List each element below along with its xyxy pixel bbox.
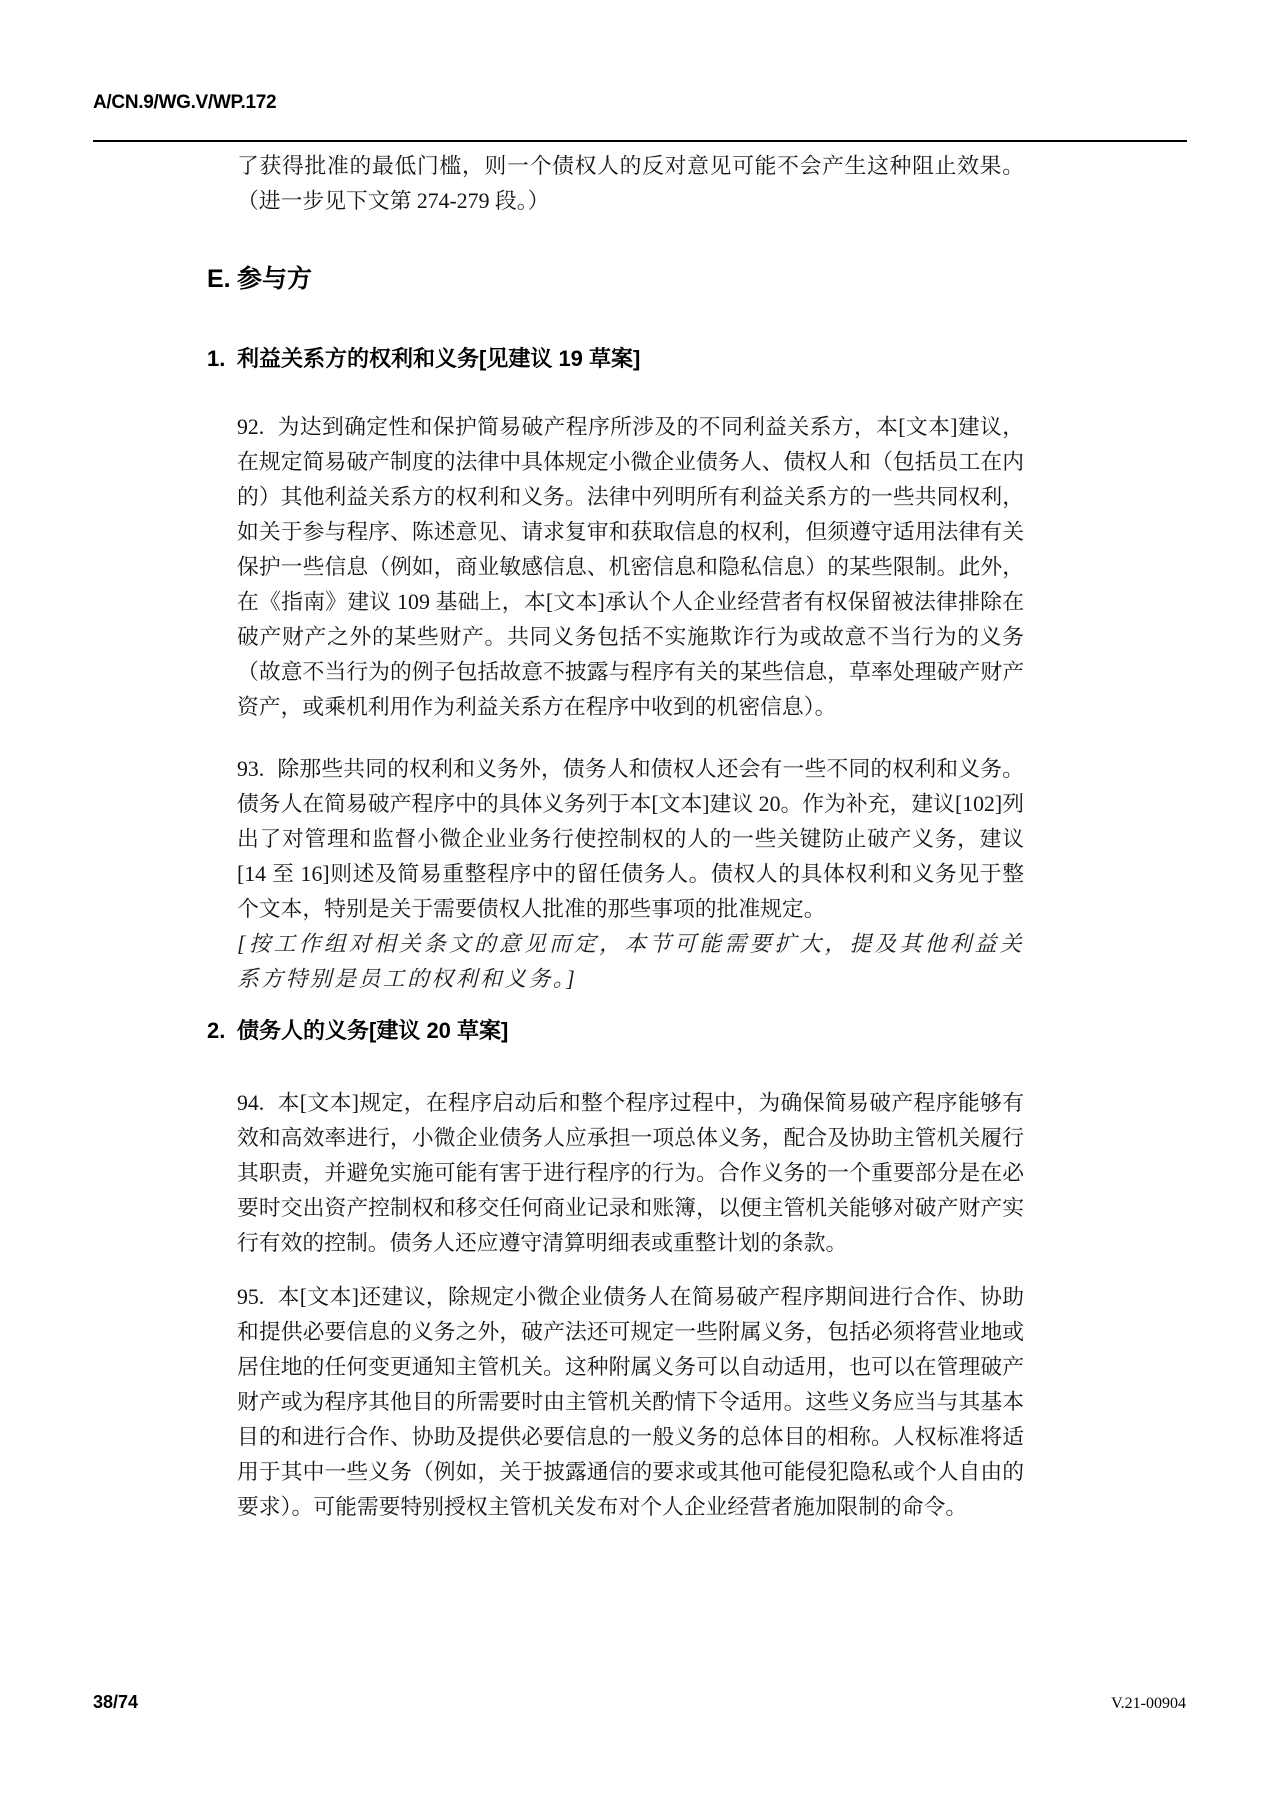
page-number: 38/74 [93,1692,139,1712]
page-header [93,92,1187,142]
paragraph-text: 为达到确定性和保护简易破产程序所涉及的不同利益关系方，本[文本]建议，在规定简易破产制度的法律中具体规定小微企业债务人、债权人和（包括员工在内的）其他利益关系方的权利和义务。法律中列明所有利益关系方的一些共同权利，如关于参与程序、陈述意见、请求复审和获取信息的权利，但须遵守适用法律有关保护一些信息（例如，商业敏感信息、机密信息和隐私信息）的某些限制。此外，在《指南》建议 109 基础上，本[文本]承认个人企业经营者有权保留被法律排除在破产财产之外的某些财产。共同义务包括不实施欺诈行为或故意不当行为的义务（故意不当行为的例子包括故意不披露与程序有关的某些信息，草率处理破产财产资产，或乘机利用作为利益关系方在程序中收到的机密信息）。 [237,415,1024,719]
footer-document-number: V.21-00904 [1111,1695,1186,1712]
subsection-number: 1. [207,346,226,371]
subsection-title: 债务人的义务[建议 20 草案] [237,1018,509,1043]
subsection-heading-1 [207,346,1024,371]
paragraph-number: 92. [237,415,265,439]
paragraph-text: 本[文本]还建议，除规定小微企业债务人在简易破产程序期间进行合作、协助和提供必要信息的义务之外，破产法还可规定一些附属义务，包括必须将营业地或居住地的任何变更通知主管机关。这种附属义务可以自动适用，也可以在管理破产财产或为程序其他目的所需要时由主管机关酌情下令适用。这些义务应当与其基本目的和进行合作、协助及提供必要信息的一般义务的总体目的相称。人权标准将适用于其中一些义务（例如，关于披露通信的要求或其他可能侵犯隐私或个人自由的要求）。可能需要特别授权主管机关发布对个人企业经营者施加限制的命令。 [237,1285,1024,1519]
subsection-number: 2. [207,1018,226,1043]
paragraph-92 [237,410,1024,725]
paragraph-text: 本[文本]规定，在程序启动后和整个程序过程中，为确保简易破产程序能够有效和高效率进行，小微企业债务人应承担一项总体义务，配合及协助主管机关履行其职责，并避免实施可能有害于进行程序的行为。合作义务的一个重要部分是在必要时交出资产控制权和移交任何商业记录和账簿，以便主管机关能够对破产财产实行有效的控制。债务人还应遵守清算明细表或重整计划的条款。 [237,1091,1024,1255]
paragraph-number: 94. [237,1091,265,1115]
paragraph-text: 除那些共同的权利和义务外，债务人和债权人还会有一些不同的权利和义务。债务人在简易破产程序中的具体义务列于本[文本]建议 20。作为补充，建议[102]列出了对管理和监督小微企业业务行使控制权的人的一些关键防止破产义务，建议[14 至 16]则述及简易重整程序中的留任债务人。债权人的具体权利和义务见于整个文本，特别是关于需要债权人批准的那些事项的批准规定。 [237,757,1024,921]
section-heading-e [207,265,1024,293]
paragraph-95 [237,1280,1024,1525]
paragraph-number: 93. [237,757,265,781]
section-letter: E. [207,265,231,293]
paragraph-94 [237,1086,1024,1261]
document-body [207,142,1024,1525]
document-symbol: A/CN.9/WG.V/WP.172 [93,92,277,113]
paragraph-93 [237,752,1024,997]
subsection-heading-2 [207,1018,1024,1043]
subsection-title: 利益关系方的权利和义务[见建议 19 草案] [237,346,641,371]
section-title: 参与方 [237,265,313,293]
paragraph-continuation: 了获得批准的最低门槛，则一个债权人的反对意见可能不会产生这种阻止效果。（进一步见下文第 274-279 段。） [237,154,1024,213]
paragraph-number: 95. [237,1285,265,1309]
drafting-note: [按工作组对相关条文的意见而定，本节可能需要扩大，提及其他利益关系方特别是员工的权利和义务。] [237,932,1024,991]
